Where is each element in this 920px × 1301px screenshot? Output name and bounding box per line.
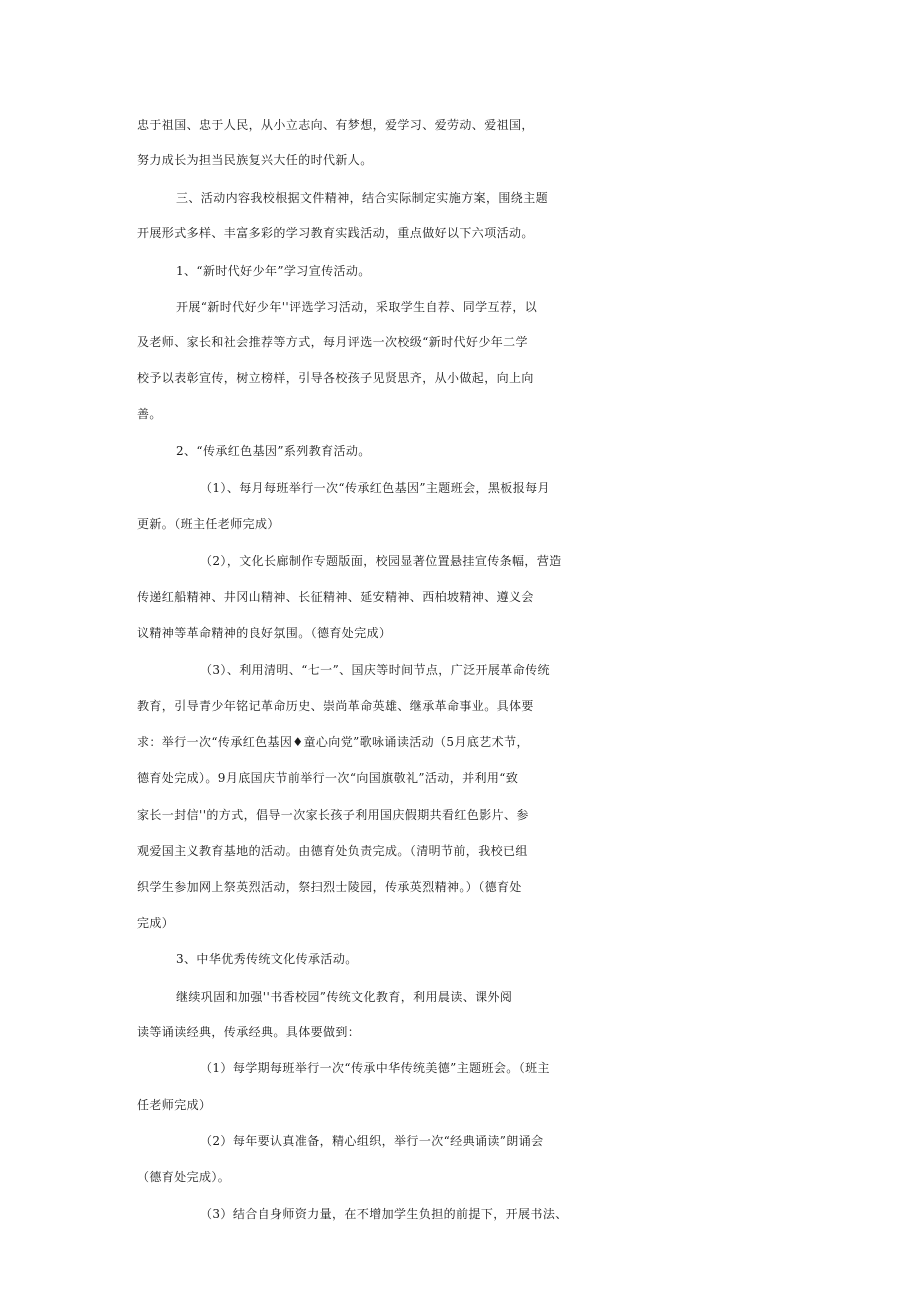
text-line: （3）结合自身师资力量，在不增加学生负担的前提下，开展书法、 (200, 1207, 568, 1221)
text-line: 教育，引导青少年铭记革命历史、崇尚革命英雄、继承革命事业。具体要 (137, 699, 534, 713)
text-line: 家长一封信''的方式，倡导一次家长孩子利用国庆假期共看红色影片、参 (137, 808, 529, 822)
text-line: 任老师完成） (137, 1098, 212, 1112)
text-line: 开展“新时代好少年''评选学习活动，采取学生自荐、同学互荐，以 (176, 300, 538, 314)
text-line: 校予以表彰宣传，树立榜样，引导各校孩子见贤思齐，从小做起，向上向 (137, 371, 534, 385)
text-line: 2、“传承红色基因”系列教育活动。 (176, 444, 371, 458)
text-line: 织学生参加网上祭英烈活动，祭扫烈士陵园，传承英烈精神。）（德育处 (137, 880, 522, 894)
text-line: （2）每年要认真准备，精心组织，举行一次“经典诵读”朗诵会 (200, 1134, 544, 1148)
text-line: （2），文化长廊制作专题版面，校园显著位置悬挂宣传条幅，营造 (200, 554, 562, 568)
text-line: 1、“新时代好少年”学习宣传活动。 (176, 264, 371, 278)
text-line: 继续巩固和加强''书香校园”传统文化教育，利用晨读、课外阅 (176, 990, 513, 1004)
text-line: 更新。（班主任老师完成） (137, 517, 280, 531)
text-line: （1）、每月每班举行一次“传承红色基因”主题班会，黑板报每月 (200, 481, 550, 495)
text-line: 忠于祖国、忠于人民，从小立志向、有梦想，爱学习、爱劳动、爱祖国， (137, 118, 534, 132)
text-line: 传递红船精神、井冈山精神、长征精神、延安精神、西柏坡精神、遵义会 (137, 590, 534, 604)
text-line: 观爱国主义教育基地的活动。由德育处负责完成。（清明节前，我校已组 (137, 844, 528, 858)
text-line: 读等诵读经典，传承经典。具体要做到： (137, 1025, 361, 1039)
text-line: 3、中华优秀传统文化传承活动。 (176, 952, 358, 966)
text-line: （德育处完成）。 (137, 1170, 231, 1184)
text-line: 及老师、家长和社会推荐等方式，每月评选一次校级“新时代好少年二学 (137, 335, 528, 349)
text-line: 三、活动内容我校根据文件精神，结合实际制定实施方案，围绕主题 (176, 191, 549, 205)
text-line: 议精神等革命精神的良好氛围。（德育处完成） (137, 626, 392, 640)
text-line: （3）、利用清明、“七一”、国庆等时间节点，广泛开展革命传统 (200, 663, 550, 677)
text-line: 开展形式多样、丰富多彩的学习教育实践活动，重点做好以下六项活动。 (137, 226, 534, 240)
text-line: 努力成长为担当民族复兴大任的时代新人。 (137, 153, 373, 167)
text-line: 德育处完成）。9月底国庆节前举行一次“向国旗敬礼”活动，并利用“致 (137, 771, 519, 785)
text-line: （1）每学期每班举行一次“传承中华传统美德”主题班会。（班主 (200, 1061, 550, 1075)
text-line: 善。 (137, 407, 162, 421)
text-line: 完成） (137, 916, 175, 930)
text-line: 求：举行一次“传承红色基因♦童心向党”歌咏诵读活动（5月底艺术节， (137, 735, 529, 749)
